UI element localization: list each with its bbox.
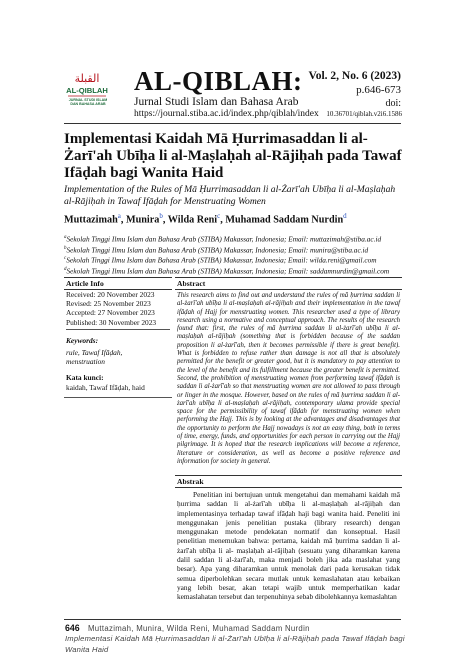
- revised-date: Revised: 25 November 2023: [66, 299, 151, 309]
- article-title: Implementasi Kaidah Mā Ḥurrimasaddan li al-Żarī'ah Ubīḥa li al-Maṣlaḥah al-Rājiḥah pada Tawaf Ifāḍah bagi Wanita Haid: [64, 131, 402, 181]
- author-sup: d: [343, 212, 347, 220]
- accepted-date: Accepted: 27 November 2023: [66, 308, 155, 318]
- author-name: Munira: [125, 214, 160, 226]
- abstract-heading: Abstract: [175, 278, 402, 290]
- author-sup: b: [159, 212, 163, 220]
- article-info-panel: [64, 277, 172, 610]
- page-number: 646: [65, 623, 80, 633]
- affiliation-item: $^b$Sekolah Tinggi Ilmu Islam dan Bahasa Arab (STIBA) Makassar, Indonesia; Email: munira@stiba.ac.id: [64, 245, 369, 255]
- article-dates: [64, 290, 156, 327]
- affiliation-item: $^d$Sekolah Tinggi Ilmu Islam dan Bahasa Arab (STIBA) Makassar, Indonesia; Email: saddamnurdin@gmail.com: [64, 266, 390, 276]
- abstrak-section: [175, 475, 402, 602]
- logo-small-text: JURNAL STUDI ISLAM DAN BAHASA ARAB: [68, 98, 108, 107]
- author-name: Muhamad Saddam Nurdin: [225, 214, 344, 226]
- logo-latin: AL-QIBLAH: [66, 86, 108, 95]
- header-divider: [64, 123, 401, 124]
- doi-label: doi:: [385, 98, 401, 109]
- info-divider: [64, 397, 172, 398]
- author-name: Muttazimah: [64, 214, 118, 226]
- kata-kunci: kaidah, Tawaf Ifāḍah, haid: [66, 383, 145, 392]
- abstrak-text: Penelitian ini bertujuan untuk mengetahui dan memahami kaidah mā ḥurrima saddan li al-żarī'ah ubīḥa li al-maṣlaḥah al-rājiḥah dan implementasinya terhadap tawaf ifāḍah haji bagi wanita haid. Peneliti ini menggunakan jenis penelitian pustaka (library research) dengan menggunakan metode pendekatan normatif dan konseptual. Hasil penelitian menemukan bahwa: pertama, kaidah mā ḥurrima saddan li al-żarī'ah ubīḥa li al- maṣlaḥah al-rājiḥah (sesuatu yang diharamkan karena dalil saddan li al-żarī'ah, maka menjadi boleh jika ada maslahat yang besar). Apa yang diharamkan untuk menolak dari pada kerusakan tidak semua diperbolehkan secara mutlak untuk kemaslahatan atau kebaikan yang lebih besar, akan tetapi wajib untuk memperhatikan kadar kemaslahatan tersebut dan terpenuhinya sebab dibolehkannya kemaslahtan: [177, 490, 400, 602]
- journal-url[interactable]: https://journal.stiba.ac.id/index.php/qiblah/index: [134, 109, 319, 119]
- author-list: Muttazimah$^a$, Munira$^b$, Wilda Reni$^c$, Muhamad Saddam Nurdin$^d$: [64, 212, 347, 226]
- volume-issue: Vol. 2, No. 6 (2023): [308, 70, 401, 82]
- article-info-heading: Article Info: [64, 277, 172, 290]
- footer-title: Implementasi Kaidah Mā Ḥurrimasaddan li al-Żarī'ah Ubīḥa li al-Rājiḥah pada Tawaf Ifāḍah bagi Wanita Haid: [65, 634, 405, 654]
- received-date: Received: 20 November 2023: [66, 290, 155, 299]
- journal-title: AL-QIBLAH:: [134, 66, 303, 96]
- footer-authors: Muttazimah, Munira, Wilda Reni, Muhamad Saddam Nurdin: [88, 624, 310, 633]
- author-name: Wilda Reni: [167, 214, 218, 226]
- abstract-section: [175, 277, 402, 466]
- published-date: Published: 30 November 2023: [66, 317, 157, 327]
- page-range: p.646-673: [356, 84, 401, 96]
- logo-arabic: القبلة: [74, 72, 100, 85]
- article-subtitle: Implementation of the Rules of Mā Ḥurrimasaddan li al-Żarī'ah Ubīḥa li al-Maṣlaḥah al-Rājiḥah in Tawaf Ifāḍah for Menstruating Women: [64, 184, 396, 207]
- author-sup: c: [217, 212, 221, 220]
- affiliations: [64, 233, 402, 276]
- keywords: rule, Tawaf Ifāḍah, menstruation: [66, 348, 123, 367]
- keywords-heading: Keywords:: [66, 329, 170, 345]
- abstrak-heading: Abstrak: [175, 476, 402, 488]
- footer-divider: [64, 619, 401, 620]
- journal-logo: [64, 70, 110, 114]
- kata-kunci-heading: Kata kunci:: [66, 373, 104, 382]
- doi-link[interactable]: 10.36701/qiblah.v2i6.1586: [326, 110, 402, 118]
- affiliation-item: $^a$Sekolah Tinggi Ilmu Islam dan Bahasa Arab (STIBA) Makassar, Indonesia; Email: muttazimah@stiba.ac.id: [64, 234, 382, 244]
- affiliation-item: $^c$Sekolah Tinggi Ilmu Islam dan Bahasa Arab (STIBA) Makassar, Indonesia; Email: wilda.reni@gmail.com: [64, 255, 377, 265]
- journal-subtitle: Jurnal Studi Islam dan Bahasa Arab: [134, 96, 299, 108]
- author-sup: a: [117, 212, 121, 220]
- abstract-text: This research aims to find out and understand the rules of mā ḥurrima saddan li al-żarī'ah ubīḥa li al-maṣlaḥah al-rājiḥah and their implementation in the tawaf ifāḍah of Hajj for menstruating women. This researcher used a type of library research using a normative and conceptual approach. The results of the research found that: first, the rules of mā ḥurrima saddan li al-żarī'ah ubīḥa li al-maṣlaḥah al-rājiḥah (something that is forbidden because of the saddan proposition li al-żarī'ah, then it becomes permissible if there is great benefit). What is forbidden to refuse rather than damage is not all that is absolutely permitted for the benefit or greater good, but it is mandatory to pay attention to the level of the benefit and its fulfillment because the greater benefit is permitted. Second, the prohibition of menstruating women from performing tawaf ifāḍah is saddan li al-żarī'ah so that menstruating women are not allowed to pass through or linger in the mosque. However, based on the rules of mā ḥurrima saddan li al-żarī'ah ubīḥa li al-maṣlaḥah al-rājiḥah, contemporary ulama provide special space for the permissibility of tawaf ifāḍah for menstruating women when performing the Hajj. This is by looking at the advantages and disadvantages that the opportunity to perform the Hajj nowadays is not an easy thing, both in terms of time, energy, funds, and opportunities for each person in carrying out the Hajj pilgrimage. It is hoped that the research implications will become a reference, literature or consideration, as well as become a positive reference and information for society in general.: [177, 292, 400, 465]
